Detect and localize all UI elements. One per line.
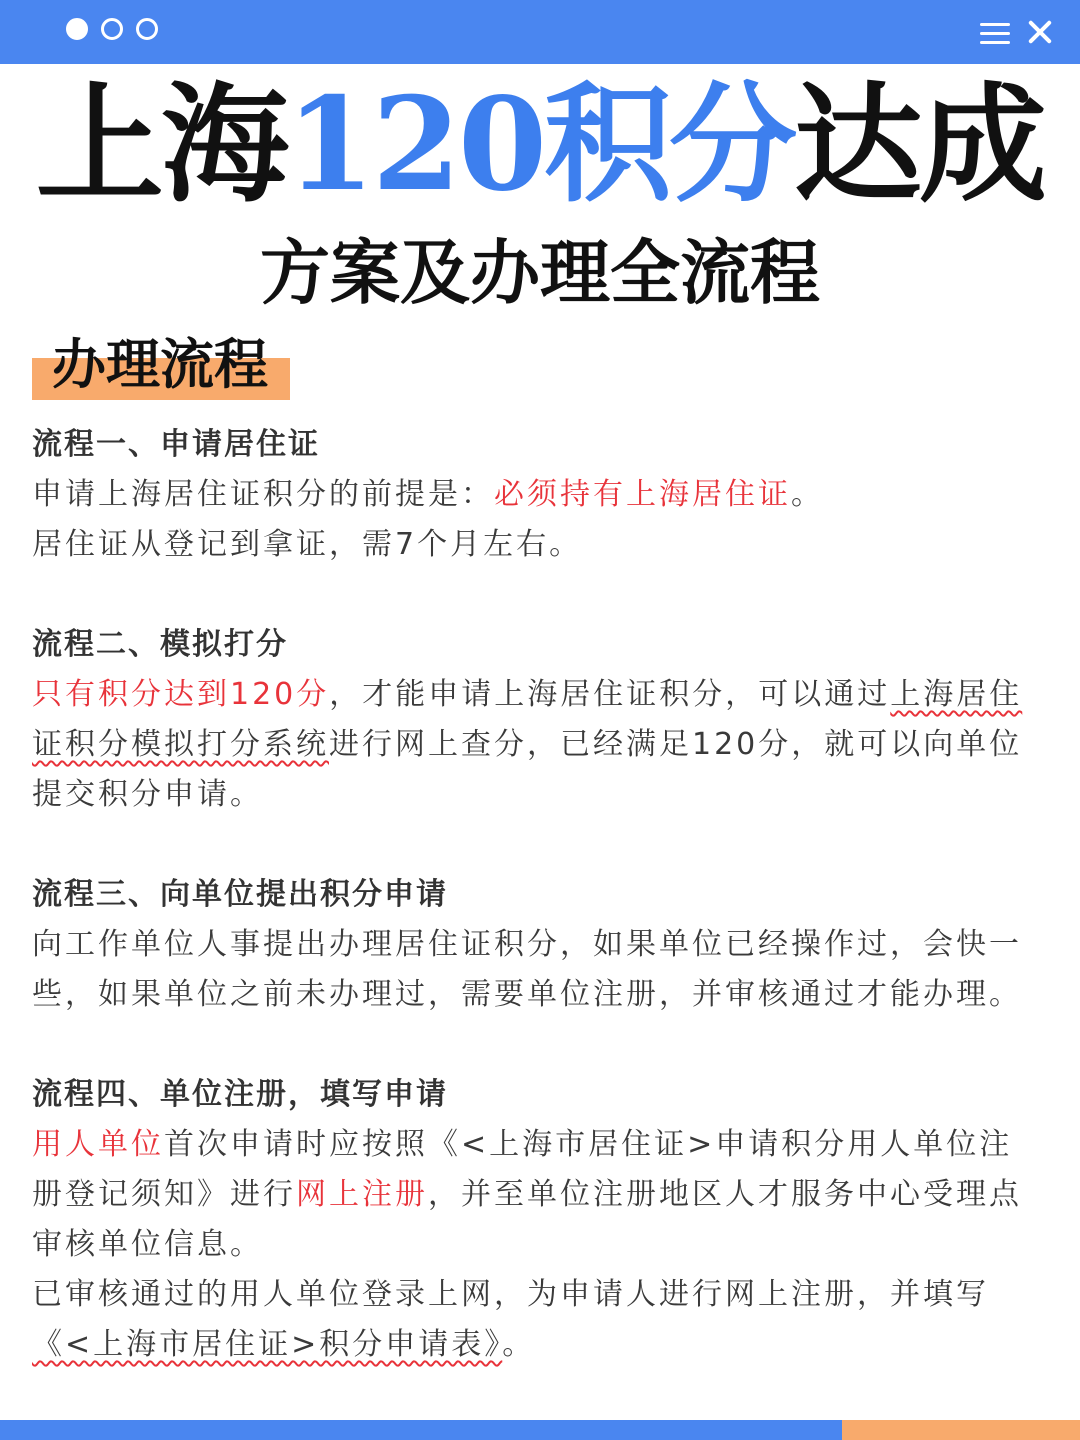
title-part1: 上海 [35,70,286,220]
text-span: 申请上海居住证积分的前提是： [32,477,494,512]
step-paragraph [32,1120,1037,1270]
article-body [32,420,1037,1370]
title-part2: 达成 [794,70,1045,220]
menu-icon[interactable] [980,20,1010,46]
emphasis-text: 网上注册 [296,1177,428,1212]
text-span: ，并至单位注册地区人才服务中心受理点审核单位信息。 [32,1177,1022,1262]
dot-outline-icon [101,18,123,40]
section-label [32,330,290,400]
wavy-underlined-text: 《<上海市居住证>积分申请表》 [32,1327,503,1362]
text-span: 进行网上查分，已经满足120分，就可以向单位提交积分申请。 [32,727,1023,812]
dot-filled-icon [66,18,88,40]
title-accent: 120积分 [285,70,795,220]
step-heading: 流程三、向单位提出积分申请 [32,877,448,912]
emphasis-text: 用人单位 [32,1127,164,1162]
step-paragraph: 向工作单位人事提出办理居住证积分，如果单位已经操作过，会快一些，如果单位之前未办理过，需要单位注册，并审核通过才能办理。 [32,927,1022,1012]
section-label-text: 办理流程 [52,332,268,396]
text-span: ，才能申请上海居住证积分，可以通过 [329,677,891,712]
dot-outline-icon [136,18,158,40]
bottom-bar-accent [842,1420,1080,1440]
step-paragraph [32,1270,1037,1370]
page-title [0,70,1080,220]
text-span: 。 [502,1327,536,1362]
step-heading: 流程四、单位注册，填写申请 [32,1077,448,1112]
step-paragraph [32,470,1037,520]
top-bar [0,0,1080,64]
emphasis-text: 必须持有上海居住证 [494,477,791,512]
step-heading: 流程一、申请居住证 [32,427,320,462]
wavy-underlined-text: 上海居住证积分模拟打分系统 [32,677,1023,762]
text-span: 。 [791,477,824,512]
close-icon[interactable] [1026,18,1054,46]
text-span: 已审核通过的用人单位登录上网，为申请人进行网上注册，并填写 [32,1277,989,1312]
text-span: 首次申请时应按照《<上海市居住证>申请积分用人单位注册登记须知》进行 [32,1127,1013,1212]
step-paragraph [32,670,1037,820]
emphasis-text: 只有积分达到120分 [32,677,330,712]
page-subtitle: 方案及办理全流程 [260,231,820,314]
step-heading: 流程二、模拟打分 [32,627,288,662]
step-paragraph: 居住证从登记到拿证，需7个月左右。 [32,527,583,562]
bottom-bar [0,1420,1080,1440]
